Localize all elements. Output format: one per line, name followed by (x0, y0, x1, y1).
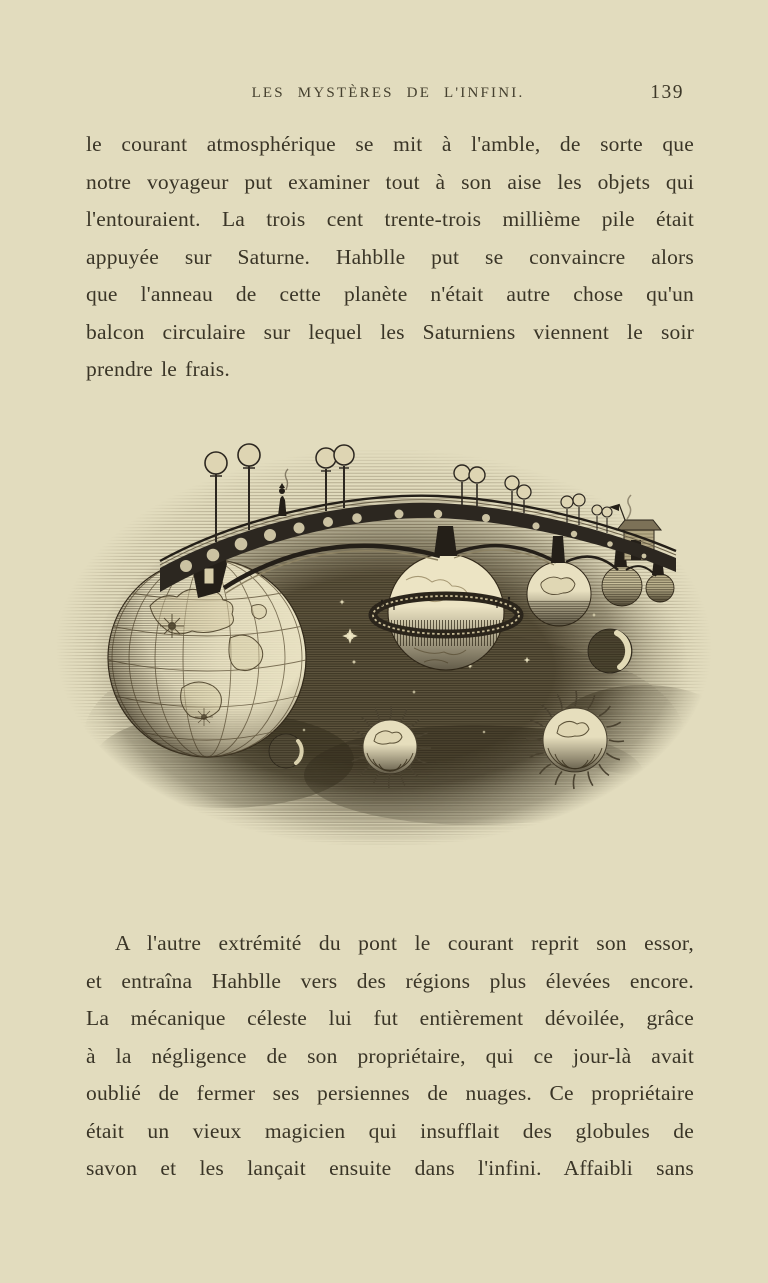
text-line: balcon circulaire sur lequel les Saturniens viennent le soir (86, 319, 694, 344)
text-line: A l'autre extrémité du pont le courant reprit son essor, (115, 931, 694, 955)
text-line: l'entouraient. La trois cent trente-trois millième pile était (86, 207, 694, 231)
text-line: savon et les lançait ensuite dans l'infini. Affaibli sans (86, 1156, 694, 1180)
text-line: appuyée sur Saturne. Hahblle put se convaincre alors (86, 244, 694, 269)
text-line: que l'anneau de cette planète n'était autre chose qu'un (86, 282, 694, 306)
text-line: oublié de fermer ses persiennes de nuages. Ce propriétaire (86, 1081, 694, 1105)
page-number: 139 (650, 82, 684, 103)
crescent-moon-small (269, 734, 303, 768)
text-line: et entraîna Hahblle vers des régions plus élevées encore. (86, 968, 694, 993)
engraving-illustration (54, 430, 714, 882)
paragraph-top (86, 126, 694, 389)
text-line: à la négligence de son propriétaire, qui ce jour-là avait (86, 1043, 694, 1068)
paragraph-bottom (86, 925, 694, 1188)
text-line: La mécanique céleste lui fut entièrement dévoilée, grâce (86, 1006, 694, 1030)
text-line: notre voyageur put examiner tout à son aise les objets qui (86, 169, 694, 194)
text-line: prendre le frais. (86, 357, 230, 381)
page-header (88, 82, 688, 107)
text-line: le courant atmosphérique se mit à l'amble, de sorte que (86, 132, 694, 156)
crescent-moon (588, 629, 632, 673)
running-title: LES MYSTÈRES DE L'INFINI. (251, 85, 525, 101)
text-line: était un vieux magicien qui insufflait des globules de (86, 1118, 694, 1143)
